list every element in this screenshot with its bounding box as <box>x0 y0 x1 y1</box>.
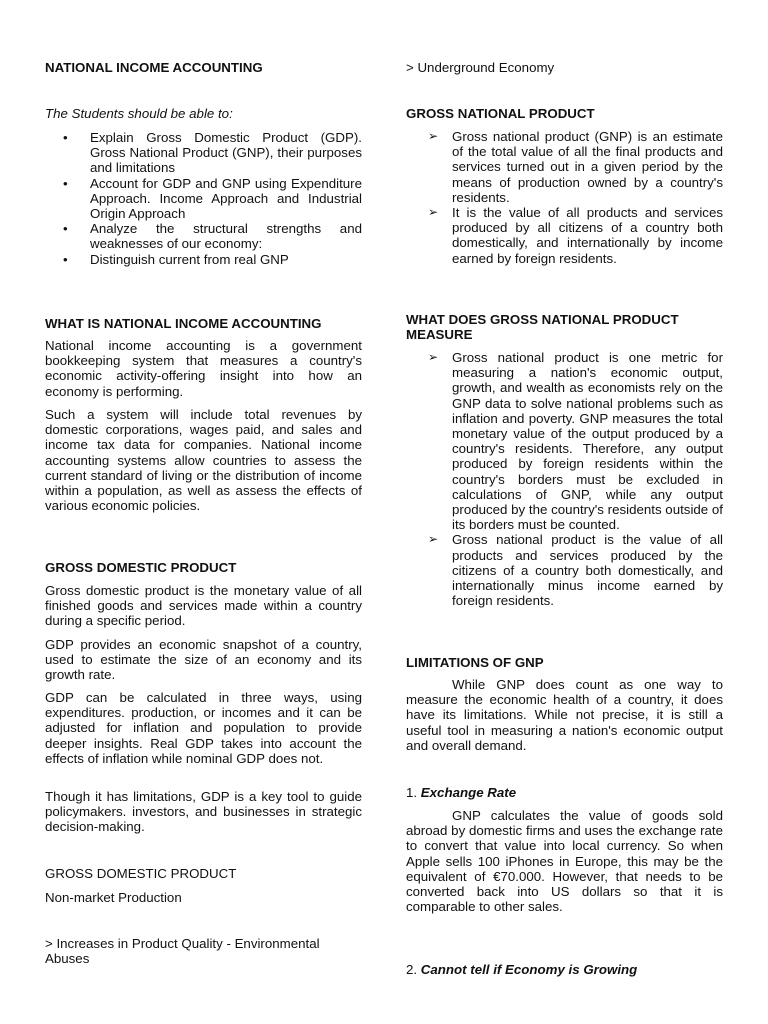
increases-label: > Increases in Product Quality - Environmental Abuses <box>45 936 320 967</box>
list-item: • Explain Gross Domestic Product (GDP). Gross National Product (GNP), their purposes and limitations <box>63 130 362 176</box>
section-label-gdp: GROSS DOMESTIC PRODUCT <box>45 866 237 881</box>
subsection-economy-growing: 2. Cannot tell if Economy is Growing <box>406 962 638 977</box>
section-heading-gnp: GROSS NATIONAL PRODUCT <box>406 106 595 121</box>
objectives-list <box>45 130 362 267</box>
bullet-icon: • <box>63 130 68 145</box>
bullet-icon: • <box>63 175 68 191</box>
paragraph: GDP can be calculated in three ways, using expenditures. production, or incomes and it can be adjusted for inflation and population to provide deeper insights. Real GDP takes into account the effects of inflation while nominal GDP does not. <box>45 690 362 766</box>
bullet-icon: • <box>63 221 68 237</box>
arrow-bullet-icon: ➢ <box>428 532 439 547</box>
subsection-exchange-rate: 1. Exchange Rate <box>406 785 517 800</box>
arrow-bullet-icon: ➢ <box>428 205 439 220</box>
section-heading-limitations: LIMITATIONS OF GNP <box>406 655 544 670</box>
non-market-label: Non-market Production <box>45 890 182 905</box>
section-heading-what-is: WHAT IS NATIONAL INCOME ACCOUNTING <box>45 316 322 331</box>
list-item: • Account for GDP and GNP using Expenditure Approach. Income Approach and Industrial Origin Approach <box>63 175 362 222</box>
list-item: ➢ Gross national product (GNP) is an estimate of the total value of all the final products and services turned out in a given period by the means of production owned by a country's residents. <box>428 129 723 205</box>
list-item: ➢ Gross national product is one metric for measuring a nation's economic output, growth, and wealth as economists rely on the GNP data to solve national problems such as inflation and poverty. GNP measures the total monetary value of the output produced by a country's residents. Therefore, any output produced by foreign residents within the country's borders must be excluded in calculations of GNP, while any output produced by the country's residents outside of its borders must be counted. <box>428 350 723 533</box>
list-item: ➢ Gross national product is the value of all products and services produced by the citizens of a country both domestically, and internationally minus income earned by foreign residents. <box>428 532 723 609</box>
arrow-bullet-icon: ➢ <box>428 129 439 143</box>
bullet-icon: • <box>63 251 68 267</box>
paragraph: Though it has limitations, GDP is a key tool to guide policymakers. investors, and businesses in strategic decision-making. <box>45 789 362 835</box>
section-heading-gdp: GROSS DOMESTIC PRODUCT <box>45 560 237 575</box>
paragraph: GNP calculates the value of goods sold abroad by domestic firms and uses the exchange rate to convert that value into local currency. So when Apple sells 100 iPhones in Europe, this may be the equivalent of €70.000. However, that needs to be converted back into US dollars so that it is comparable to other sales. <box>406 808 723 915</box>
list-item: • Analyze the structural strengths and weaknesses of our economy: <box>63 221 362 252</box>
gnp-list <box>406 129 723 266</box>
paragraph: GDP provides an economic snapshot of a country, used to estimate the size of an economy and its growth rate. <box>45 637 362 683</box>
section-heading-gnp-measure: WHAT DOES GROSS NATIONAL PRODUCT MEASURE <box>406 312 679 343</box>
measure-list <box>406 350 723 608</box>
list-item: • Distinguish current from real GNP <box>63 251 289 267</box>
underground-label: > Underground Economy <box>406 60 555 75</box>
arrow-bullet-icon: ➢ <box>428 350 439 364</box>
objectives-intro: The Students should be able to: <box>45 106 233 121</box>
list-item: ➢ It is the value of all products and services produced by all citizens of a country both domestically, and internationally by income earned by foreign residents. <box>428 205 723 266</box>
paragraph: Such a system will include total revenues by domestic corporations, wages paid, and sales and income tax data for companies. National income accounting systems allow countries to assess the current standard of living or the distribution of income within a population, as well as assess the effects of various economic policies. <box>45 407 362 514</box>
paragraph: Gross domestic product is the monetary value of all finished goods and services made within a country during a specific period. <box>45 583 362 629</box>
paragraph: While GNP does count as one way to measure the economic health of a country, it does have its limitations. While not precise, it is still a useful tool in measuring a nation's economic output and overall demand. <box>406 677 723 753</box>
document-title: NATIONAL INCOME ACCOUNTING <box>45 60 263 75</box>
paragraph: National income accounting is a government bookkeeping system that measures a country's economic activity-offering insight into how an economy is performing. <box>45 338 362 399</box>
